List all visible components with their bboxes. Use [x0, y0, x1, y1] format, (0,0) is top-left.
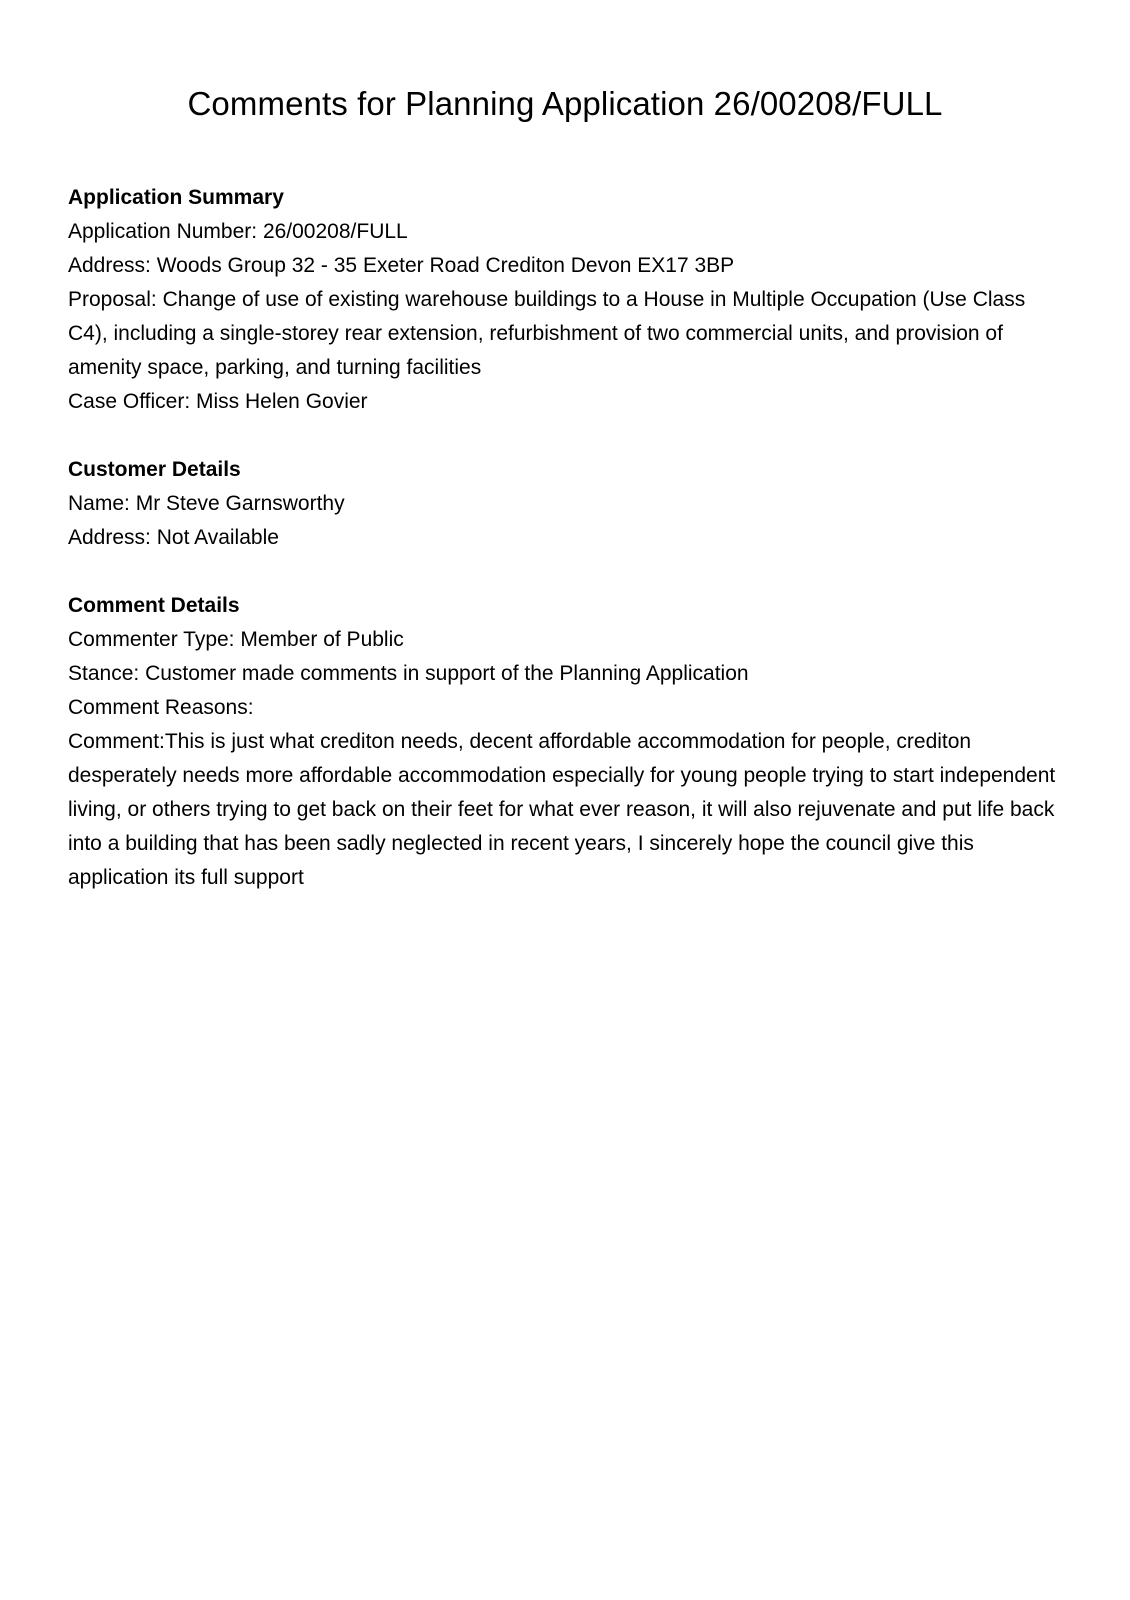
stance-value: Customer made comments in support of the Planning Application	[145, 662, 749, 685]
application-summary-heading: Application Summary	[68, 186, 284, 209]
application-number-value: 26/00208/FULL	[262, 220, 408, 243]
application-address-label: Address:	[68, 254, 151, 277]
case-officer-value: Miss Helen Govier	[196, 390, 368, 413]
customer-address-line	[68, 521, 1068, 555]
application-number-label: Application Number:	[68, 220, 258, 243]
comment-reasons-label: Comment Reasons:	[68, 696, 254, 719]
comment-label: Comment:	[68, 730, 165, 753]
commenter-type-label: Commenter Type:	[68, 628, 235, 651]
application-address-line	[68, 249, 1068, 283]
stance-line	[68, 657, 1068, 691]
customer-address-value: Not Available	[156, 526, 279, 549]
case-officer-label: Case Officer:	[68, 390, 191, 413]
stance-label: Stance:	[68, 662, 140, 685]
document-body	[68, 181, 1068, 929]
comment-text: This is just what crediton needs, decent affordable accommodation for people, crediton desperately needs more affordable accommodation especially for young people trying to start independent living, or others trying to get back on their feet for what ever reason, it will also rejuvenate and put life back into a building that has been sadly neglected in recent years, I sincerely hope the council give this application its full support	[68, 730, 1056, 889]
case-officer-line	[68, 385, 1068, 419]
proposal-line	[68, 283, 1068, 385]
application-address-value: Woods Group 32 - 35 Exeter Road Crediton Devon EX17 3BP	[156, 254, 735, 277]
comment-line	[68, 725, 1068, 895]
application-summary-section	[68, 181, 1068, 419]
comment-details-heading: Comment Details	[68, 594, 240, 617]
customer-address-label: Address:	[68, 526, 151, 549]
customer-details-heading: Customer Details	[68, 458, 241, 481]
application-number-line	[68, 215, 1068, 249]
comment-details-section	[68, 589, 1068, 895]
comment-reasons-line	[68, 691, 1068, 725]
customer-details-section	[68, 453, 1068, 555]
customer-name-label: Name:	[68, 492, 130, 515]
commenter-type-value: Member of Public	[240, 628, 404, 651]
customer-name-value: Mr Steve Garnsworthy	[135, 492, 345, 515]
proposal-value: Change of use of existing warehouse buildings to a House in Multiple Occupation (Use Class C4), including a single-storey rear extension, refurbishment of two commercial units, and provision of amenity space, parking, and turning facilities	[68, 288, 1026, 379]
proposal-label: Proposal:	[68, 288, 157, 311]
customer-name-line	[68, 487, 1068, 521]
commenter-type-line	[68, 623, 1068, 657]
page-title: Comments for Planning Application 26/00208/FULL	[187, 85, 943, 122]
